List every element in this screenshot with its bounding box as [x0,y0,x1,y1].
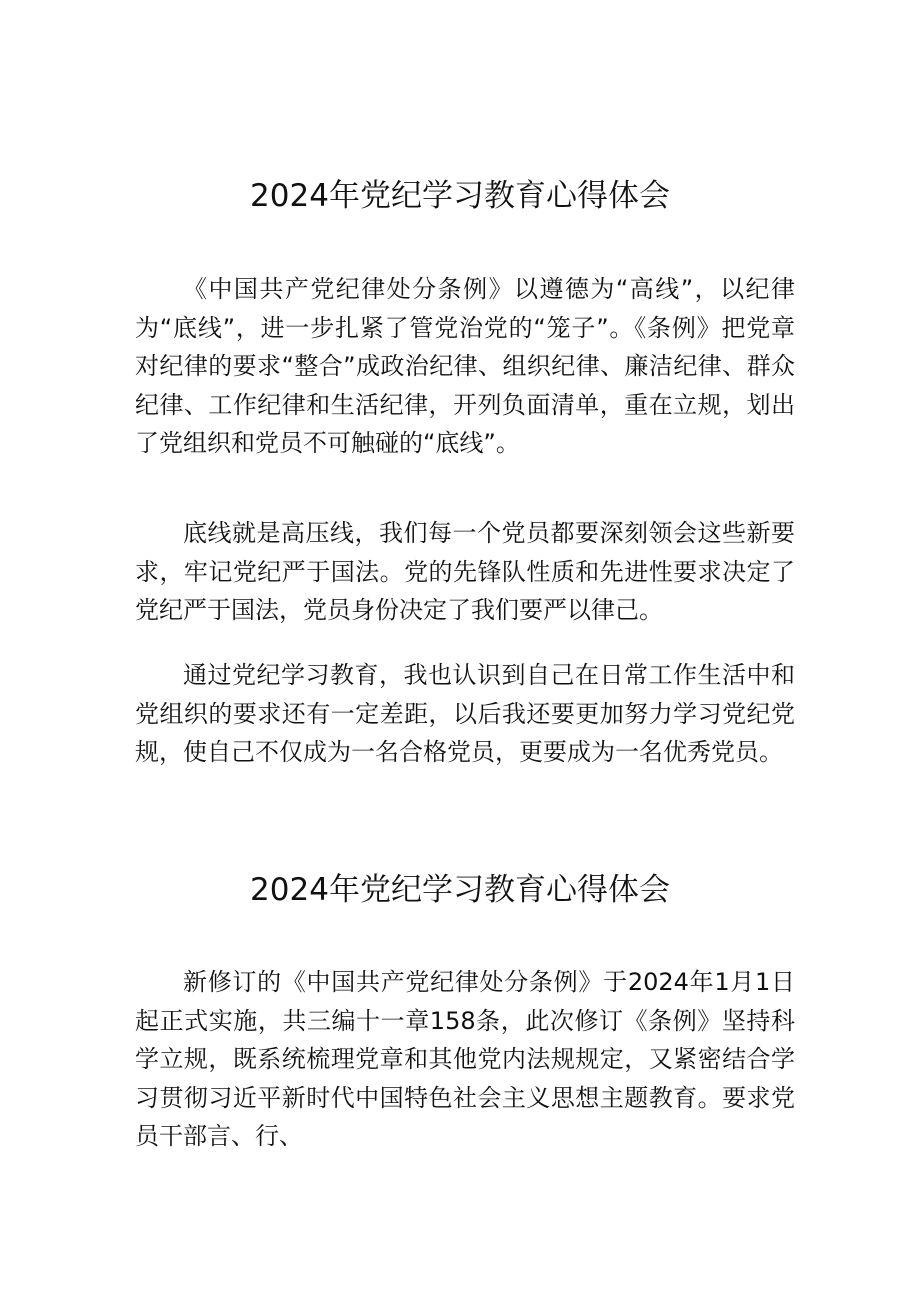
section-1-paragraph-3: 通过党纪学习教育，我也认识到自己在日常工作生活中和党组织的要求还有一定差距，以后我还要更加努力学习党纪党规，使自己不仅成为一名合格党员，更要成为一名优秀党员。 [135,661,795,766]
section-2-paragraph-1: 新修订的《中国共产党纪律处分条例》于2024年1月1日起正式实施，共三编十一章158条，此次修订《条例》坚持科学立规，既系统梳理党章和其他党内法规规定，又紧密结合学习贯彻习近平新时代中国特色社会主义思想主题教育。要求党员干部言、行、 [135,968,795,1150]
section-1-title: 2024年党纪学习教育心得体会 [250,178,670,214]
section-2-title: 2024年党纪学习教育心得体会 [250,872,670,908]
section-1-paragraph-2: 底线就是高压线，我们每一个党员都要深刻领会这些新要求，牢记党纪严于国法。党的先锋队性质和先进性要求决定了党纪严于国法，党员身份决定了我们要严以律己。 [135,519,795,624]
section-1-paragraph-1: 《中国共产党纪律处分条例》以遵德为“高线”，以纪律为“底线”，进一步扎紧了管党治党的“笼子”。《条例》把党章对纪律的要求“整合”成政治纪律、组织纪律、廉洁纪律、群众纪律、工作纪律和生活纪律，开列负面清单，重在立规，划出了党组织和党员不可触碰的“底线”。 [135,275,795,457]
